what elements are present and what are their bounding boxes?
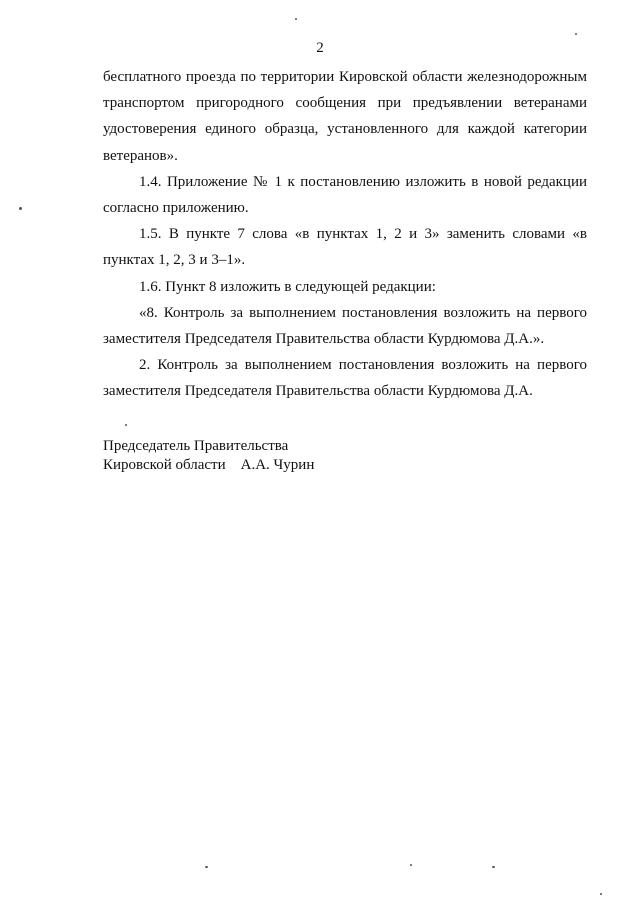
- scan-speck: [575, 33, 577, 35]
- scan-speck: [19, 207, 22, 210]
- scan-speck: [600, 893, 602, 895]
- scan-speck: [295, 18, 297, 20]
- paragraph-2: 2. Контроль за выполнением постановления возложить на первого заместителя Председателя Правительства области Курдюмова Д.А.: [103, 357, 587, 400]
- paragraph-1-6: 1.6. Пункт 8 изложить в следующей редакции:: [139, 278, 436, 295]
- paragraph-1-5: 1.5. В пункте 7 слова «в пунктах 1, 2 и 3» заменить словами «в пунктах 1, 2, 3 и 3–1».: [103, 226, 587, 269]
- signature-block: [103, 437, 314, 475]
- signature-region: Кировской области: [103, 457, 226, 473]
- signature-name: А.А. Чурин: [240, 457, 315, 473]
- scan-speck: [205, 866, 208, 868]
- paragraph-continuation: бесплатного проезда по территории Кировской области железнодорожным транспортом пригородного сообщения при предъявлении ветеранами удостоверения единого образца, установленного для каждой категории ветеранов».: [103, 69, 587, 164]
- scan-speck: [125, 424, 127, 426]
- document-body: [103, 64, 587, 405]
- scan-speck: [410, 864, 412, 866]
- paragraph-1-4: 1.4. Приложение № 1 к постановлению изложить в новой редакции согласно приложению.: [103, 173, 587, 217]
- signature-spacer: [226, 457, 241, 473]
- scan-speck: [492, 866, 495, 868]
- signature-title-line2: [103, 456, 314, 475]
- paragraph-quote-8: «8. Контроль за выполнением постановления возложить на первого заместителя Председателя Правительства области Курдюмова Д.А.».: [103, 304, 587, 348]
- signature-title-line1: Председатель Правительства: [103, 438, 289, 454]
- page-number: 2: [316, 40, 324, 56]
